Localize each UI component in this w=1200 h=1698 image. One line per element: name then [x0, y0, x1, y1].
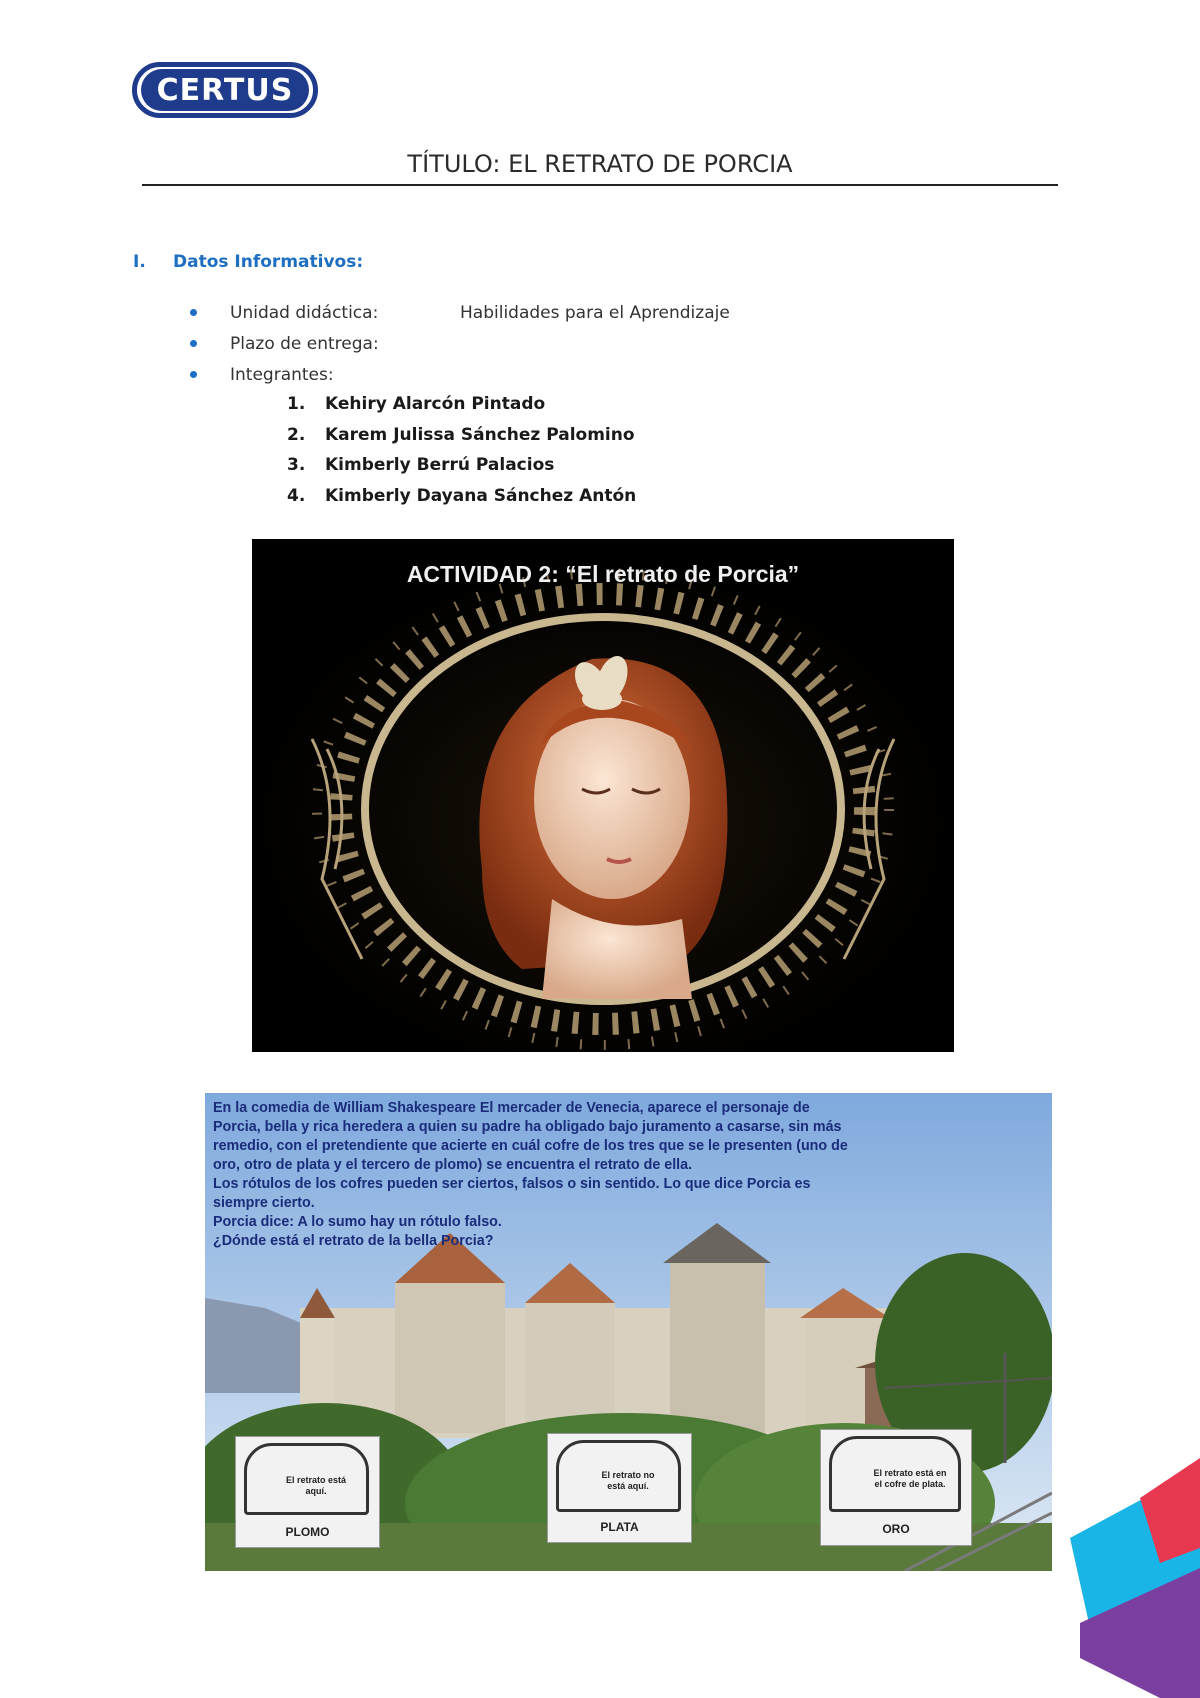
riddle-line: Porcia dice: A lo sumo hay un rótulo falso.	[213, 1214, 502, 1230]
section-label: Datos Informativos:	[173, 252, 364, 272]
member-number: 2.	[287, 424, 306, 445]
castle-image	[205, 1093, 1052, 1571]
chest-inscription: El retrato está en	[873, 1468, 947, 1478]
section-heading	[133, 252, 363, 272]
info-item	[190, 297, 730, 328]
chest-inscription: está aquí.	[607, 1481, 649, 1491]
riddle-line: Porcia, bella y rica heredera a quien su padre ha obligado bajo juramento a casarse, sin más	[213, 1119, 842, 1135]
bullet-icon	[190, 340, 197, 347]
page-title: TÍTULO: EL RETRATO DE PORCIA	[407, 150, 793, 178]
riddle-line: oro, otro de plata y el tercero de plomo) se encuentra el retrato de ella.	[213, 1157, 693, 1173]
chest-card-oro	[820, 1429, 972, 1546]
info-item	[190, 328, 730, 359]
member-number: 3.	[287, 455, 306, 476]
bullet-icon	[190, 309, 197, 316]
member-item	[287, 450, 636, 481]
title-underline	[142, 184, 1058, 186]
riddle-text	[213, 1099, 1043, 1251]
chest-card-plata	[547, 1433, 692, 1543]
riddle-line: remedio, con el pretendiente que acierte en cuál cofre de los tres que se le presenten (uno de	[213, 1138, 848, 1154]
chest-metal-label: PLOMO	[285, 1525, 330, 1539]
riddle-line: Los rótulos de los cofres pueden ser ciertos, falsos o sin sentido. Lo que dice Porcia es	[213, 1176, 811, 1192]
chest-inscription: El retrato está	[285, 1475, 347, 1485]
riddle-line: En la comedia de William Shakespeare El mercader de Venecia, aparece el personaje de	[213, 1100, 810, 1116]
member-number: 1.	[287, 394, 306, 415]
member-name: Kehiry Alarcón Pintado	[325, 394, 546, 415]
certus-logo	[132, 62, 318, 118]
info-item	[190, 359, 730, 390]
chest-card-plomo	[235, 1436, 380, 1548]
member-item	[287, 420, 636, 451]
member-item	[287, 481, 636, 512]
info-label: Unidad didáctica:	[230, 302, 379, 323]
members-list	[287, 389, 636, 511]
member-name: Karem Julissa Sánchez Palomino	[325, 424, 635, 445]
chest-inscription: el cofre de plata.	[874, 1479, 946, 1489]
info-list	[190, 297, 730, 390]
portrait-title: ACTIVIDAD 2: “El retrato de Porcia”	[406, 561, 800, 587]
portrait-image	[252, 539, 954, 1052]
section-number: I.	[133, 252, 146, 272]
riddle-line: siempre cierto.	[213, 1195, 315, 1211]
chest-metal-label: ORO	[882, 1522, 910, 1536]
info-label: Integrantes:	[230, 364, 334, 385]
info-value: Habilidades para el Aprendizaje	[460, 302, 730, 323]
chest-metal-label: PLATA	[600, 1520, 639, 1534]
member-item	[287, 389, 636, 420]
certus-logo-text: CERTUS	[141, 69, 309, 111]
brand-decoration	[1050, 1428, 1200, 1698]
info-label: Plazo de entrega:	[230, 333, 379, 354]
member-name: Kimberly Dayana Sánchez Antón	[325, 485, 637, 506]
bullet-icon	[190, 371, 197, 378]
portrait-illustration	[252, 539, 954, 1052]
chest-inscription: aquí.	[305, 1486, 327, 1496]
chest-inscription: El retrato no	[601, 1470, 655, 1480]
riddle-line: ¿Dónde está el retrato de la bella Porcia?	[213, 1233, 494, 1249]
member-name: Kimberly Berrú Palacios	[325, 455, 555, 476]
member-number: 4.	[287, 485, 306, 506]
